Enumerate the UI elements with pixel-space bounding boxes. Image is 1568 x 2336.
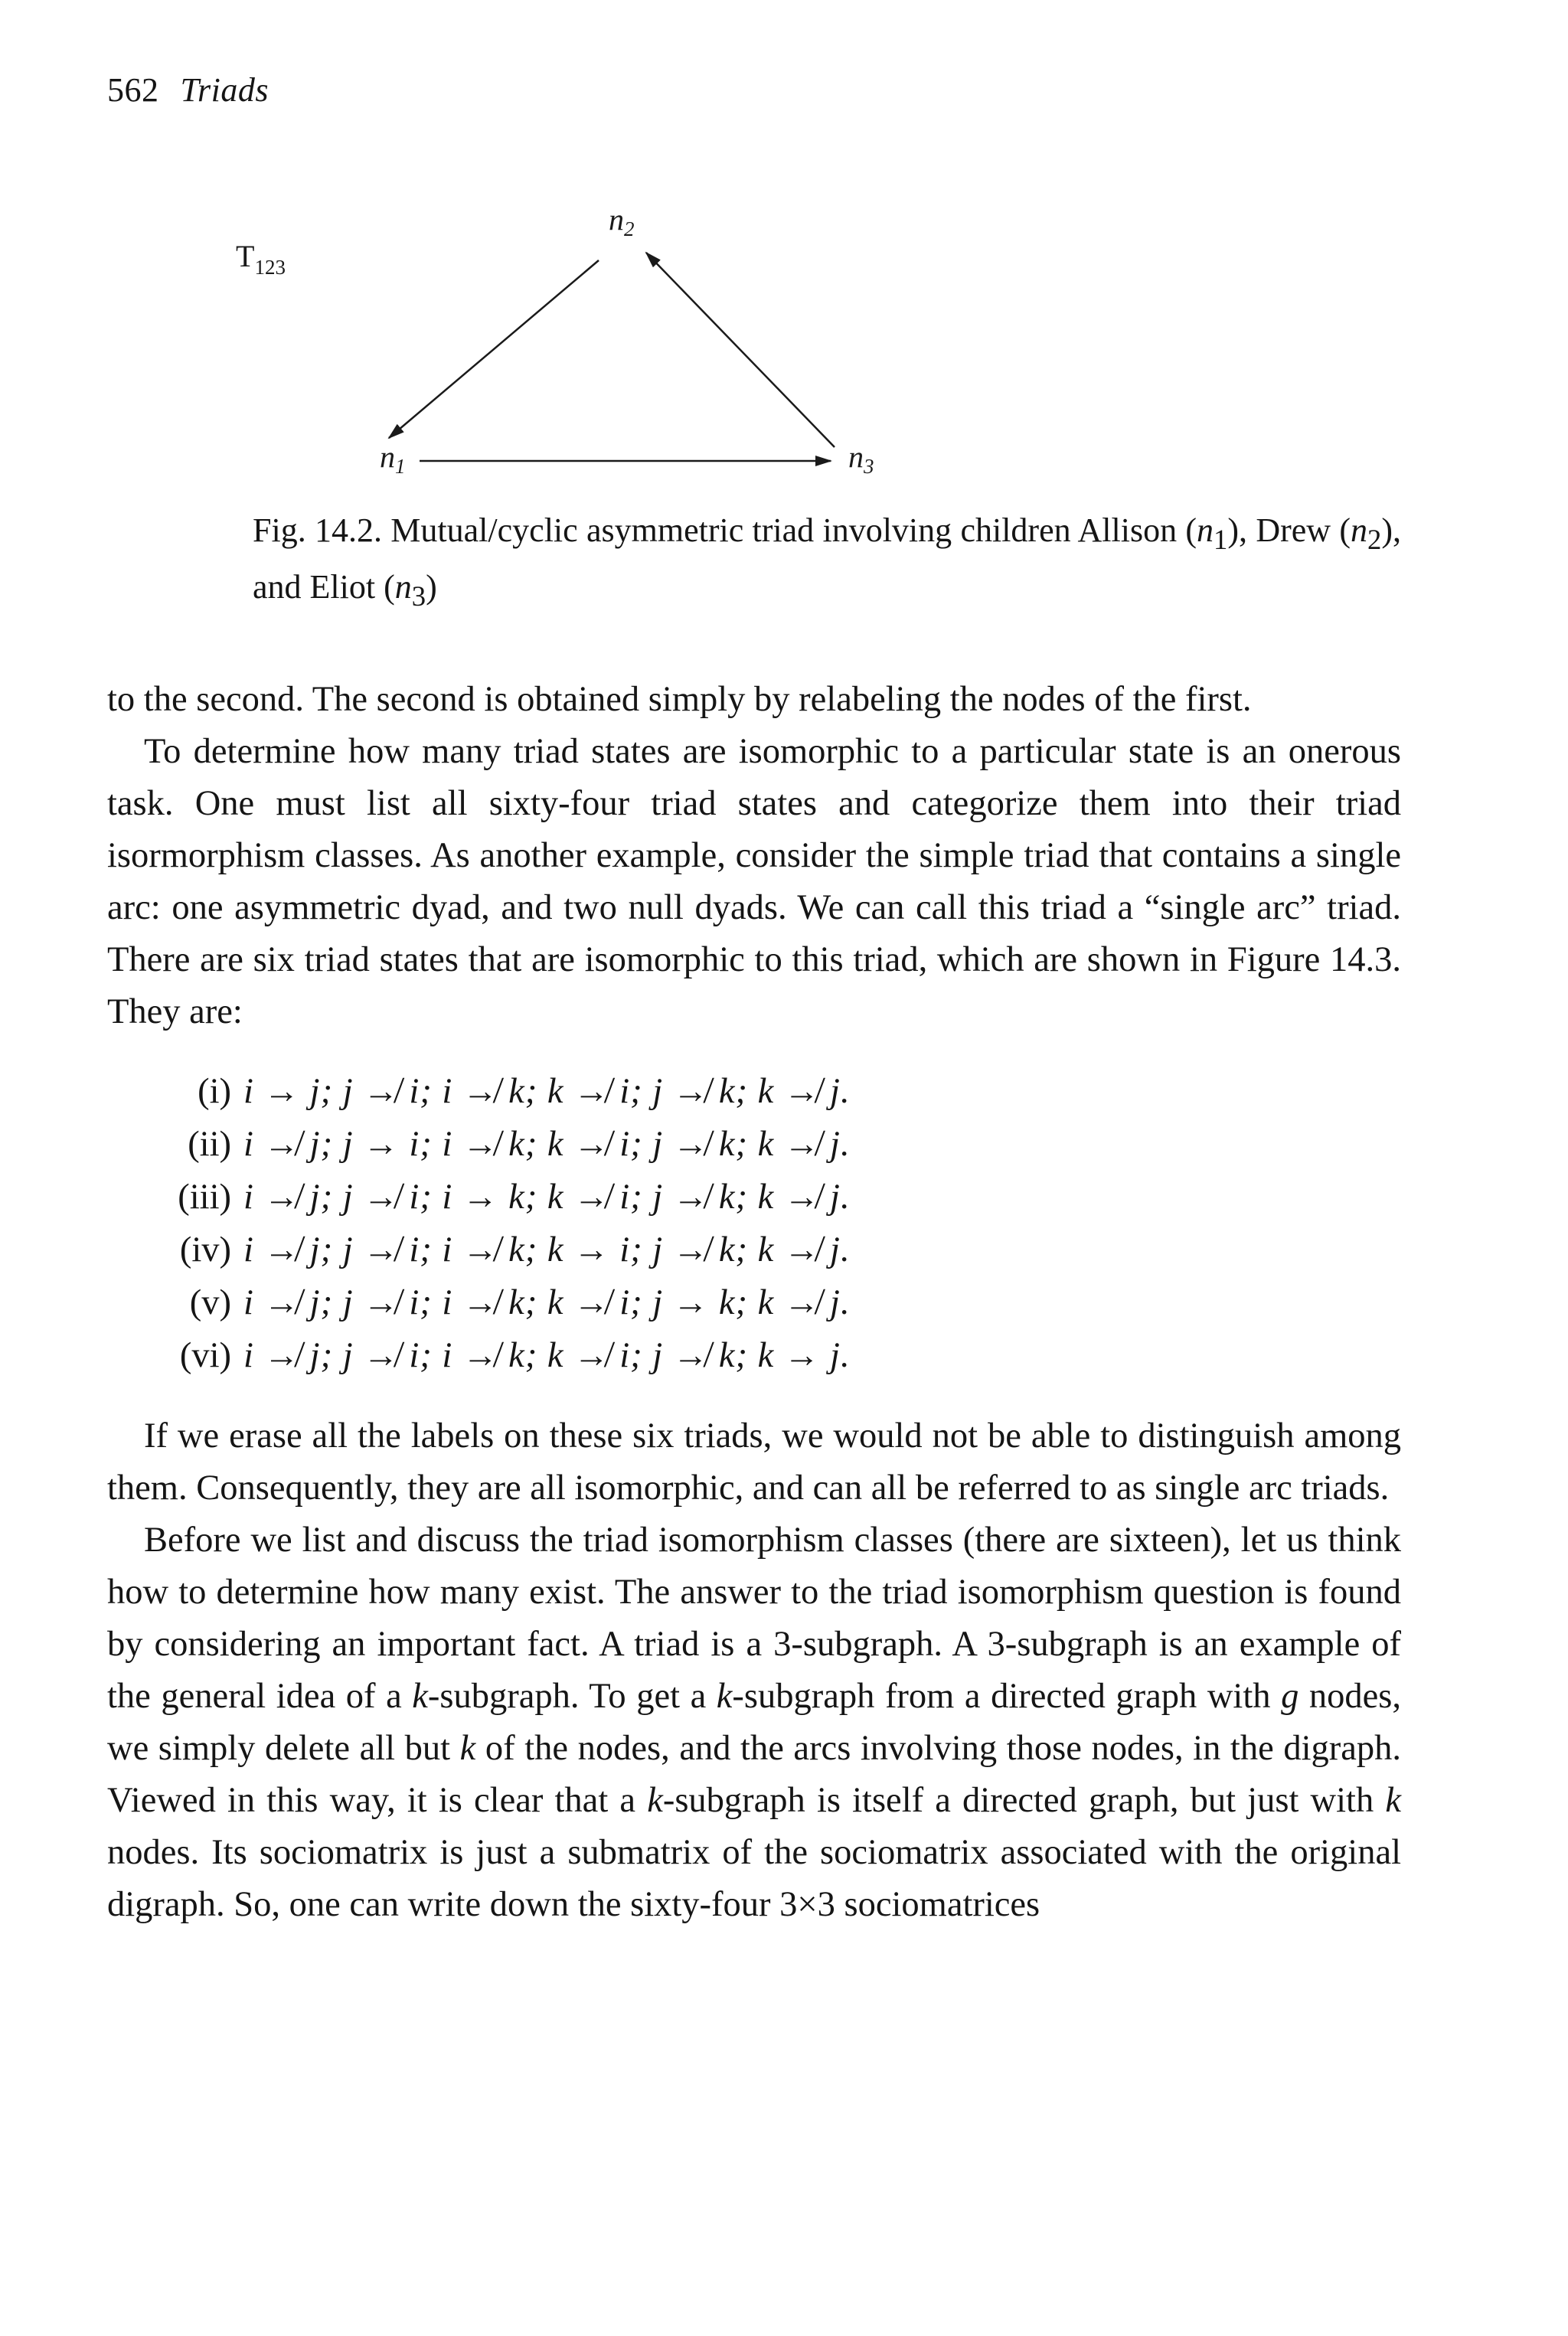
node-n1: $n_1$ [380, 439, 406, 478]
relation-formula: i ↛ j; j ↛ i; i ↛ k; k → i; j ↛ k; k ↛ j. [243, 1230, 851, 1269]
relation-number: (iii) [178, 1178, 231, 1217]
relation-number: (vi) [179, 1336, 231, 1375]
paragraph-4 [107, 1514, 1401, 1931]
math-var: k [647, 1781, 663, 1820]
relation-formula: i → j; j ↛ i; i ↛ k; k ↛ i; j ↛ k; k ↛ j. [243, 1072, 851, 1111]
relation-number: (i) [198, 1072, 231, 1111]
relation-formula: i ↛ j; j ↛ i; i ↛ k; k ↛ i; j → k; k ↛ j. [243, 1283, 851, 1322]
paragraph-1: to the second. The second is obtained simply by relabeling the nodes of the first. [107, 680, 1252, 719]
paragraph-text: nodes, we simply delete all but [107, 1677, 1402, 1768]
math-var: k [459, 1729, 476, 1768]
caption-node-sub: 2 [1367, 523, 1382, 555]
arc-n2-n1 [389, 260, 599, 438]
node-n2: $n_2$ [609, 202, 635, 240]
caption-text: ), Drew ( [1227, 511, 1351, 549]
paragraph-text: of the nodes, and the arcs involving those nodes, in the digraph. Viewed in this way, it is clear that a [107, 1729, 1401, 1820]
relation-number: (ii) [188, 1125, 231, 1164]
relation-row [107, 1277, 1401, 1330]
panel-label: $T_{123}$ [236, 239, 286, 279]
caption-node: n [1197, 511, 1214, 549]
caption-text: ), and Eliot ( [253, 511, 1401, 606]
caption-node-sub: 1 [1214, 523, 1228, 555]
relation-list [107, 1066, 1401, 1383]
relation-row [107, 1330, 1401, 1383]
relation-formula: i ↛ j; j ↛ i; i → k; k ↛ i; j ↛ k; k ↛ j. [243, 1178, 851, 1217]
page-number: 562 [107, 71, 159, 109]
body-text [107, 674, 1401, 1931]
paragraph-text: nodes. Its sociomatrix is just a submatrix of the sociomatrix associated with the original digraph. So, one can write down the sixty-four 3×3 sociomatrices [107, 1833, 1401, 1924]
figure-caption [253, 507, 1401, 620]
relation-number: (v) [189, 1283, 231, 1322]
relation-row [107, 1119, 1401, 1171]
arc-n3-n2 [646, 253, 835, 447]
relation-row [107, 1171, 1401, 1224]
relation-formula: i ↛ j; j ↛ i; i ↛ k; k ↛ i; j ↛ k; k → j. [243, 1336, 851, 1375]
relation-row [107, 1224, 1401, 1277]
relation-number: (iv) [179, 1230, 231, 1269]
paragraph-text: -subgraph from a directed graph with [732, 1677, 1282, 1716]
paragraph-text: -subgraph. To get a [427, 1677, 717, 1716]
caption-text: ) [426, 567, 437, 606]
math-var: k [1385, 1781, 1401, 1820]
math-var: g [1281, 1677, 1299, 1716]
caption-node-sub: 3 [411, 580, 426, 612]
paragraph-2: To determine how many triad states are isomorphic to a particular state is an onerous task. One must list all sixty-four triad states and categorize them into their triad isormorphism classes. As another example, consider the simple triad that contains a single arc: one asymmetric dyad, and two null dyads. We can call this triad a “single arc” triad. There are six triad states that are isomorphic to this triad, which are shown in Figure 14.3. They are: [107, 732, 1401, 1031]
triad-figure [0, 0, 1568, 490]
relation-formula: i ↛ j; j → i; i ↛ k; k ↛ i; j ↛ k; k ↛ j. [243, 1125, 851, 1164]
node-n3: $n_3$ [848, 439, 874, 478]
paragraph-text: Before we list and discuss the triad isomorphism classes (there are sixteen), let us think how to determine how many exist. The answer to the triad isomorphism question is found by considering an important fact. A triad is a 3-subgraph. A 3-subgraph is an example of the general idea of a [107, 1521, 1401, 1716]
math-var: k [716, 1677, 733, 1716]
caption-text: Fig. 14.2. Mutual/cyclic asymmetric triad involving children Allison ( [253, 511, 1197, 549]
running-title: Triads [180, 71, 270, 109]
relation-row [107, 1066, 1401, 1119]
paragraph-text: -subgraph is itself a directed graph, but just with [662, 1781, 1386, 1820]
caption-node: n [1351, 511, 1368, 549]
caption-node: n [394, 567, 412, 606]
math-var: k [412, 1677, 428, 1716]
paragraph-3: If we erase all the labels on these six triads, we would not be able to distinguish among them. Consequently, they are all isomorphic, and can all be referred to as single arc triads. [107, 1416, 1401, 1508]
